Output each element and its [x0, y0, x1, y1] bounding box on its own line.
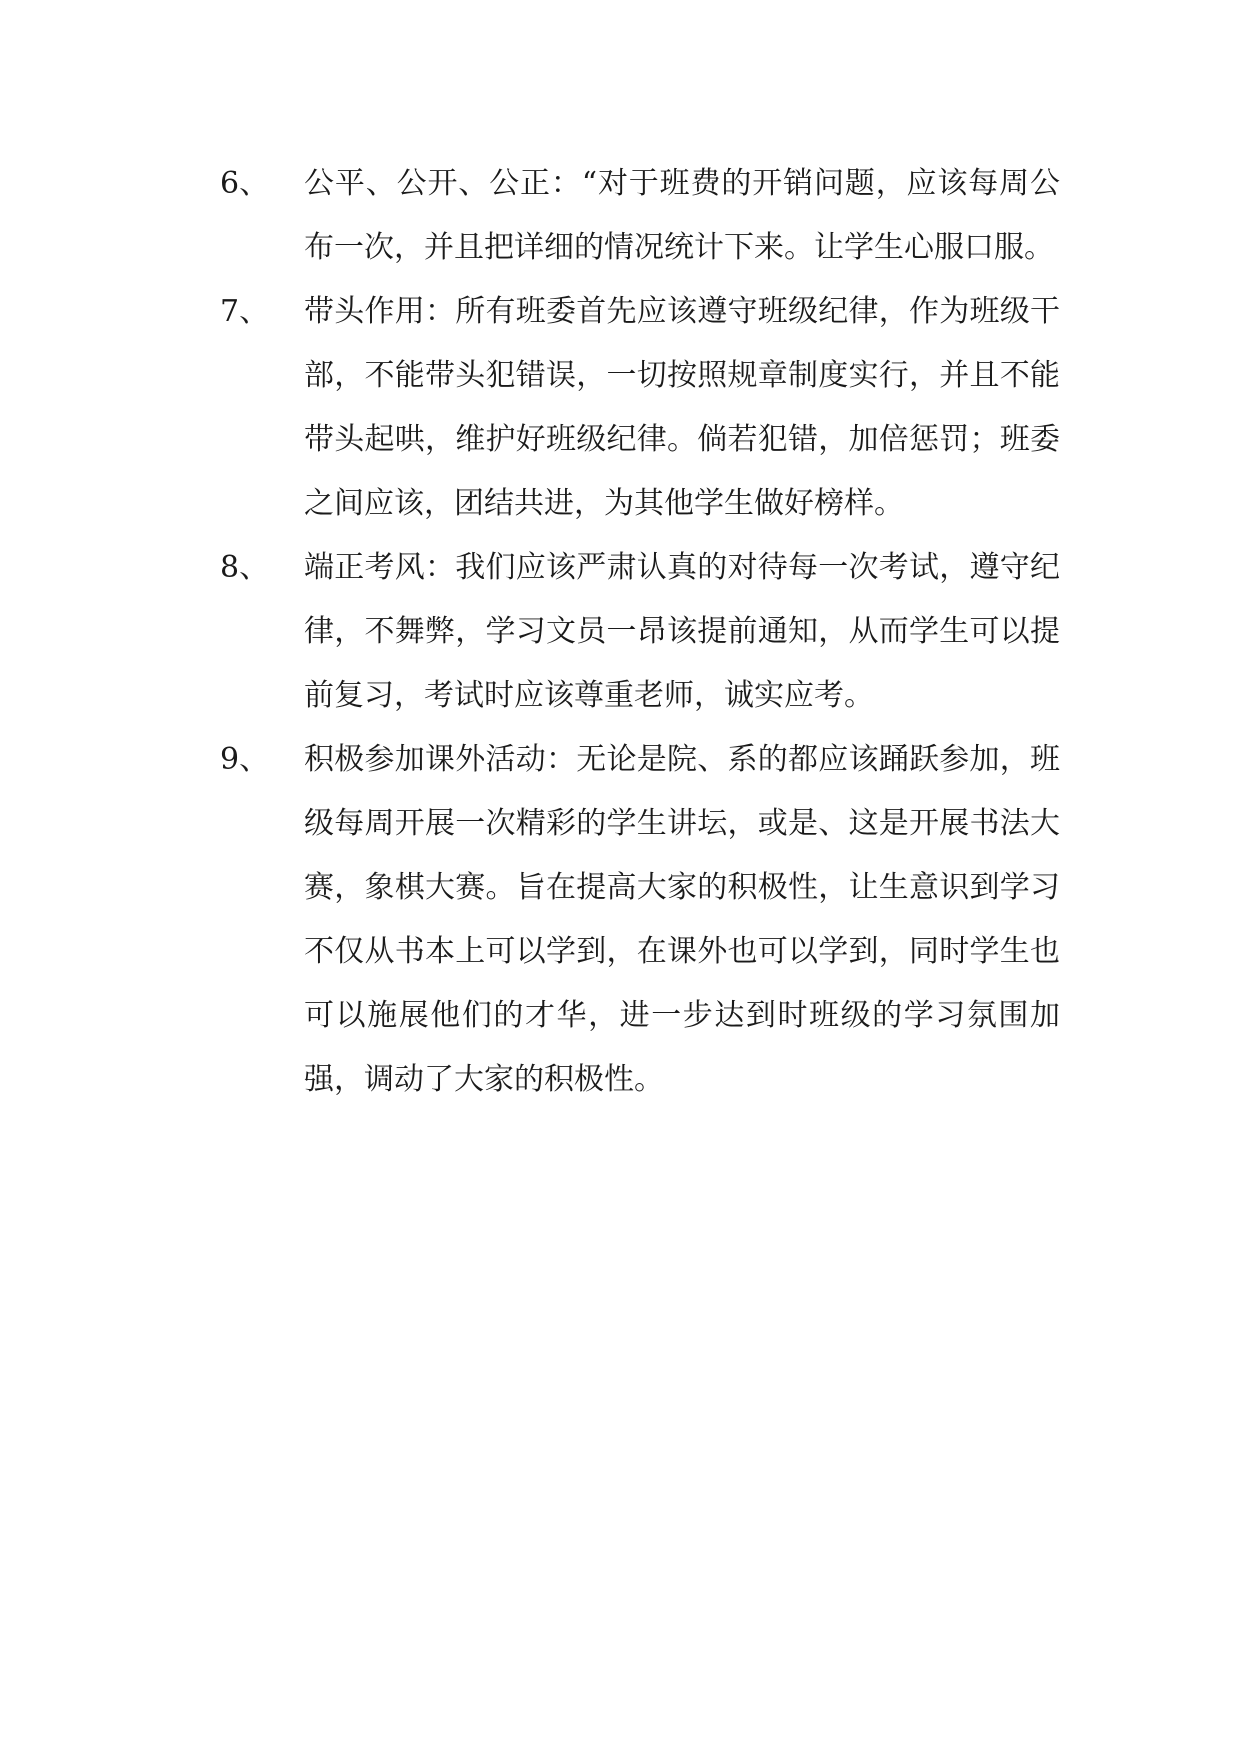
list-item-number: 6、	[220, 166, 270, 201]
list-item-number: 7、	[220, 294, 270, 329]
list-item-number: 8、	[220, 550, 270, 585]
list-item	[220, 536, 1060, 728]
list-item-text: 积极参加课外活动：无论是院、系的都应该踊跃参加，班级每周开展一次精彩的学生讲坛，或是、这是开展书法大赛，象棋大赛。旨在提高大家的积极性，让生意识到学习不仅从书本上可以学到，在课外也可以学到，同时学生也可以施展他们的才华，进一步达到时班级的学习氛围加强，调动了大家的积极性。	[304, 742, 1060, 1097]
list-item	[220, 728, 1060, 1112]
list-item	[220, 280, 1060, 536]
list-item	[220, 152, 1060, 280]
list-item-text: 带头作用：所有班委首先应该遵守班级纪律，作为班级干部，不能带头犯错误，一切按照规章制度实行，并且不能带头起哄，维护好班级纪律。倘若犯错，加倍惩罚；班委之间应该，团结共进，为其他学生做好榜样。	[304, 294, 1060, 521]
list-item-text: 端正考风：我们应该严肃认真的对待每一次考试，遵守纪律，不舞弊，学习文员一昂该提前通知，从而学生可以提前复习，考试时应该尊重老师，诚实应考。	[304, 550, 1060, 713]
numbered-list	[220, 152, 1060, 1112]
list-item-text: 公平、公开、公正：“对于班费的开销问题，应该每周公布一次，并且把详细的情况统计下来。让学生心服口服。	[304, 166, 1060, 265]
list-item-number: 9、	[220, 742, 270, 777]
